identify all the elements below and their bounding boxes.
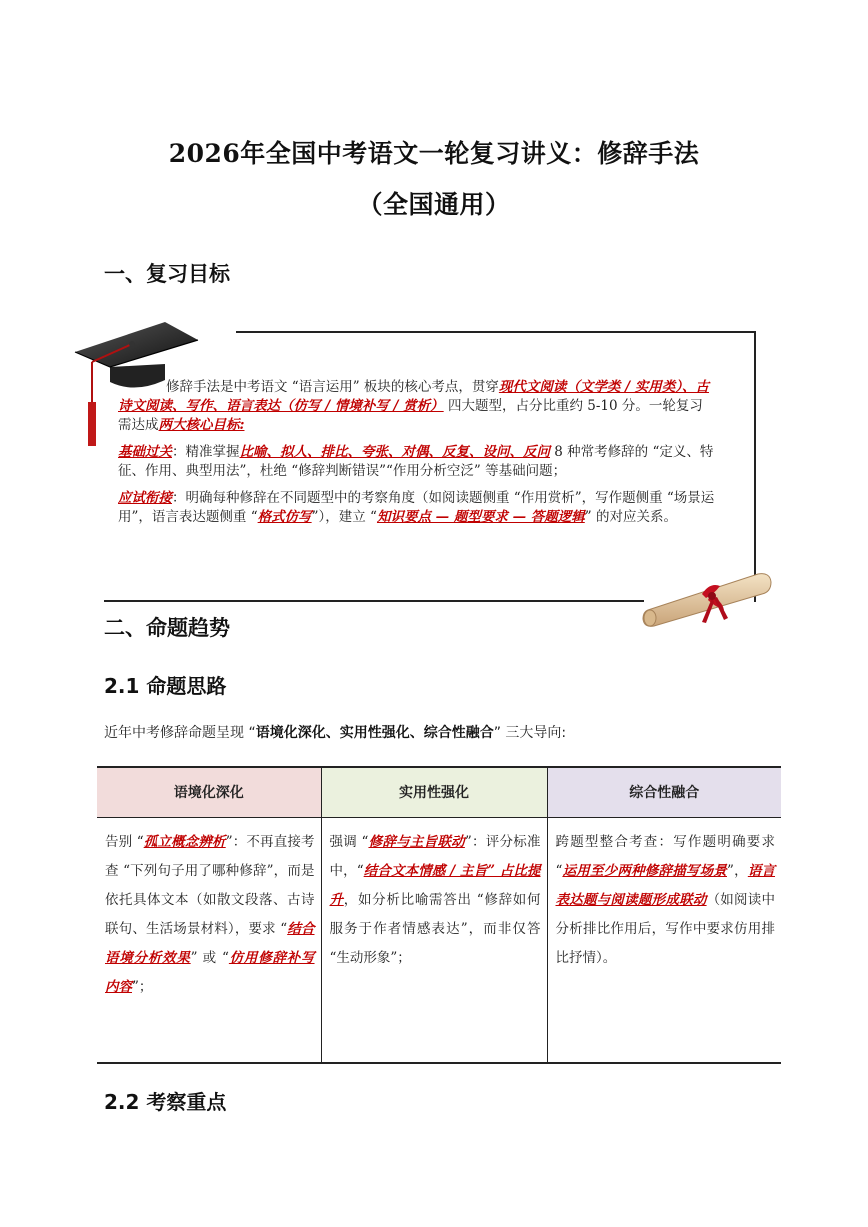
page-subtitle: （全国通用） — [357, 190, 511, 219]
table-cell: 告别 “孤立概念辨析”：不再直接考查 “下列句子用了哪种修辞”，而是依托具体文本（如散文段落、古诗联句、生活场景材料），要求 “结合语境分析效果” 或 “仿用修辞补写内容”； — [97, 817, 321, 1063]
objective-exam: 应试衔接：明确每种修辞在不同题型中的考察角度（如阅读题侧重 “作用赏析”，写作题侧重 “场景运用”，语言表达题侧重 “格式仿写”），建立 “知识要点 — 题型要求 — 答题逻辑” 的对应关系。 — [118, 490, 715, 525]
diploma-scroll-icon — [640, 560, 775, 630]
page-title: 2026年全国中考语文一轮复习讲义：修辞手法 — [168, 139, 700, 168]
table-header: 实用性强化 — [321, 767, 547, 817]
table-cell: 强调 “修辞与主旨联动”：评分标准中，“结合文本情感 / 主旨” 占比提升，如分析比喻需答出 “修辞如何服务于作者情感表达”，而非仅答 “生动形象”； — [321, 817, 547, 1063]
table-header: 语境化深化 — [97, 767, 321, 817]
table-row — [97, 817, 781, 1063]
section-heading-objectives: 一、复习目标 — [104, 262, 230, 286]
objectives-text — [118, 378, 716, 535]
section-heading-trends: 二、命题趋势 — [104, 616, 230, 640]
box-border-bottom — [104, 600, 644, 602]
trends-intro: 近年中考修辞命题呈现 “语境化深化、实用性强化、综合性融合” 三大导向: — [104, 725, 567, 741]
trends-table — [97, 766, 781, 1064]
objectives-intro: 修辞手法是中考语文 “语言运用” 板块的核心考点，贯穿现代文阅读（文学类 / 实用类）、古诗文阅读、写作、语言表达（仿写 / 情境补写 / 赏析） 四大题型，占分比重约 5-10 分。一轮复习需达成两大核心目标: — [118, 379, 709, 433]
table-cell: 跨题型整合考查：写作题明确要求 “运用至少两种修辞描写场景”，语言表达题与阅读题形成联动（如阅读中分析排比作用后，写作中要求仿用排比抒情）。 — [547, 817, 781, 1063]
table-header: 综合性融合 — [547, 767, 781, 817]
subsection-heading-focus: 2.2 考察重点 — [104, 1090, 227, 1114]
objective-basic: 基础过关：精准掌握比喻、拟人、排比、夸张、对偶、反复、设问、反问 8 种常考修辞的 “定义、特征、作用、典型用法”，杜绝 “修辞判断错误”“作用分析空泛” 等基础问题； — [118, 444, 714, 479]
subsection-heading-approach: 2.1 命题思路 — [104, 674, 227, 698]
